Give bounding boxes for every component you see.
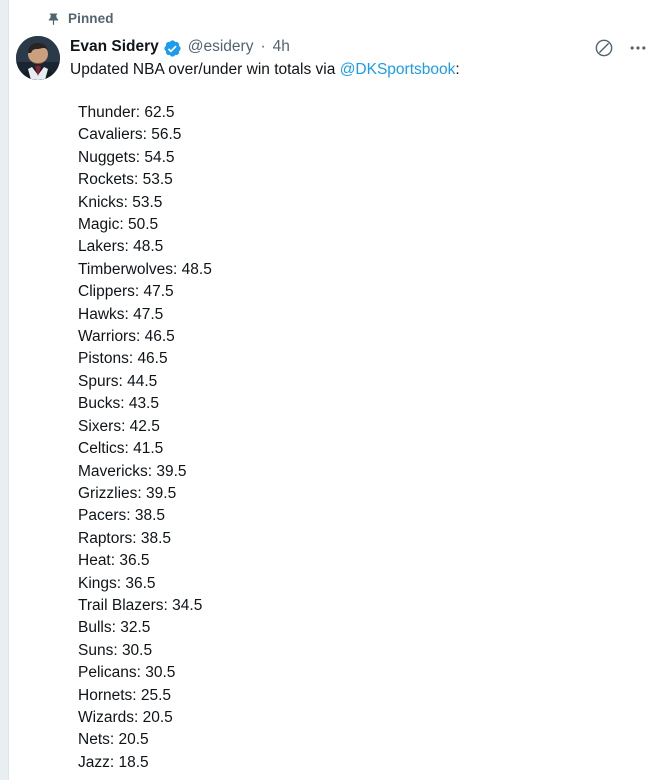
list-item: Hawks: 47.5 — [78, 305, 164, 323]
separator-dot: · — [260, 38, 266, 55]
list-item: Bulls: 32.5 — [78, 619, 151, 637]
list-item: Cavaliers: 56.5 — [78, 126, 182, 144]
post-text — [70, 60, 594, 80]
post-header-main — [60, 36, 594, 80]
list-item: Raptors: 38.5 — [78, 529, 172, 547]
list-item: Sixers: 42.5 — [78, 417, 160, 435]
list-item: Nuggets: 54.5 — [78, 148, 175, 166]
list-item: Grizzlies: 39.5 — [78, 484, 177, 502]
grok-actions-icon[interactable] — [594, 38, 614, 58]
list-item: Wizards: 20.5 — [78, 708, 173, 726]
win-totals-list — [78, 102, 648, 774]
list-item: Kings: 36.5 — [78, 574, 156, 592]
list-item: Lakers: 48.5 — [78, 238, 164, 256]
list-item: Trail Blazers: 34.5 — [78, 596, 203, 614]
list-item: Hornets: 25.5 — [78, 686, 172, 704]
post-actions — [594, 36, 648, 58]
post-header — [16, 36, 648, 80]
list-item: Mavericks: 39.5 — [78, 462, 187, 480]
list-item: Nets: 20.5 — [78, 731, 149, 749]
list-item: Pacers: 38.5 — [78, 507, 166, 525]
post-container — [8, 0, 660, 774]
author-display-name[interactable]: Evan Sidery — [70, 38, 159, 55]
avatar[interactable] — [16, 36, 60, 80]
list-item: Rockets: 53.5 — [78, 171, 173, 189]
list-item: Suns: 30.5 — [78, 641, 153, 659]
list-item: Timberwolves: 48.5 — [78, 260, 212, 278]
post-text-before-mention: Updated NBA over/under win totals via — [70, 61, 340, 78]
list-item: Clippers: 47.5 — [78, 283, 174, 301]
pin-icon — [46, 11, 61, 26]
post-text-after-mention: : — [455, 61, 460, 78]
list-item: Jazz: 18.5 — [78, 753, 149, 771]
list-item: Spurs: 44.5 — [78, 372, 158, 390]
list-item: Thunder: 62.5 — [78, 104, 175, 121]
list-item: Magic: 50.5 — [78, 216, 159, 234]
list-item: Knicks: 53.5 — [78, 193, 163, 211]
pinned-indicator — [46, 8, 648, 28]
list-item: Heat: 36.5 — [78, 552, 150, 570]
author-handle[interactable]: @esidery — [187, 38, 254, 55]
list-item: Celtics: 41.5 — [78, 440, 164, 458]
pinned-label: Pinned — [68, 10, 114, 26]
list-item: Warriors: 46.5 — [78, 328, 175, 346]
list-item: Bucks: 43.5 — [78, 395, 159, 413]
verified-badge-icon — [163, 39, 182, 58]
author-line — [70, 37, 594, 57]
more-options-icon[interactable] — [628, 38, 648, 58]
list-item: Pelicans: 30.5 — [78, 664, 176, 682]
post-timestamp[interactable]: 4h — [272, 38, 290, 55]
list-item: Pistons: 46.5 — [78, 350, 168, 368]
mention-link-dksportsbook[interactable]: @DKSportsbook — [339, 61, 456, 78]
